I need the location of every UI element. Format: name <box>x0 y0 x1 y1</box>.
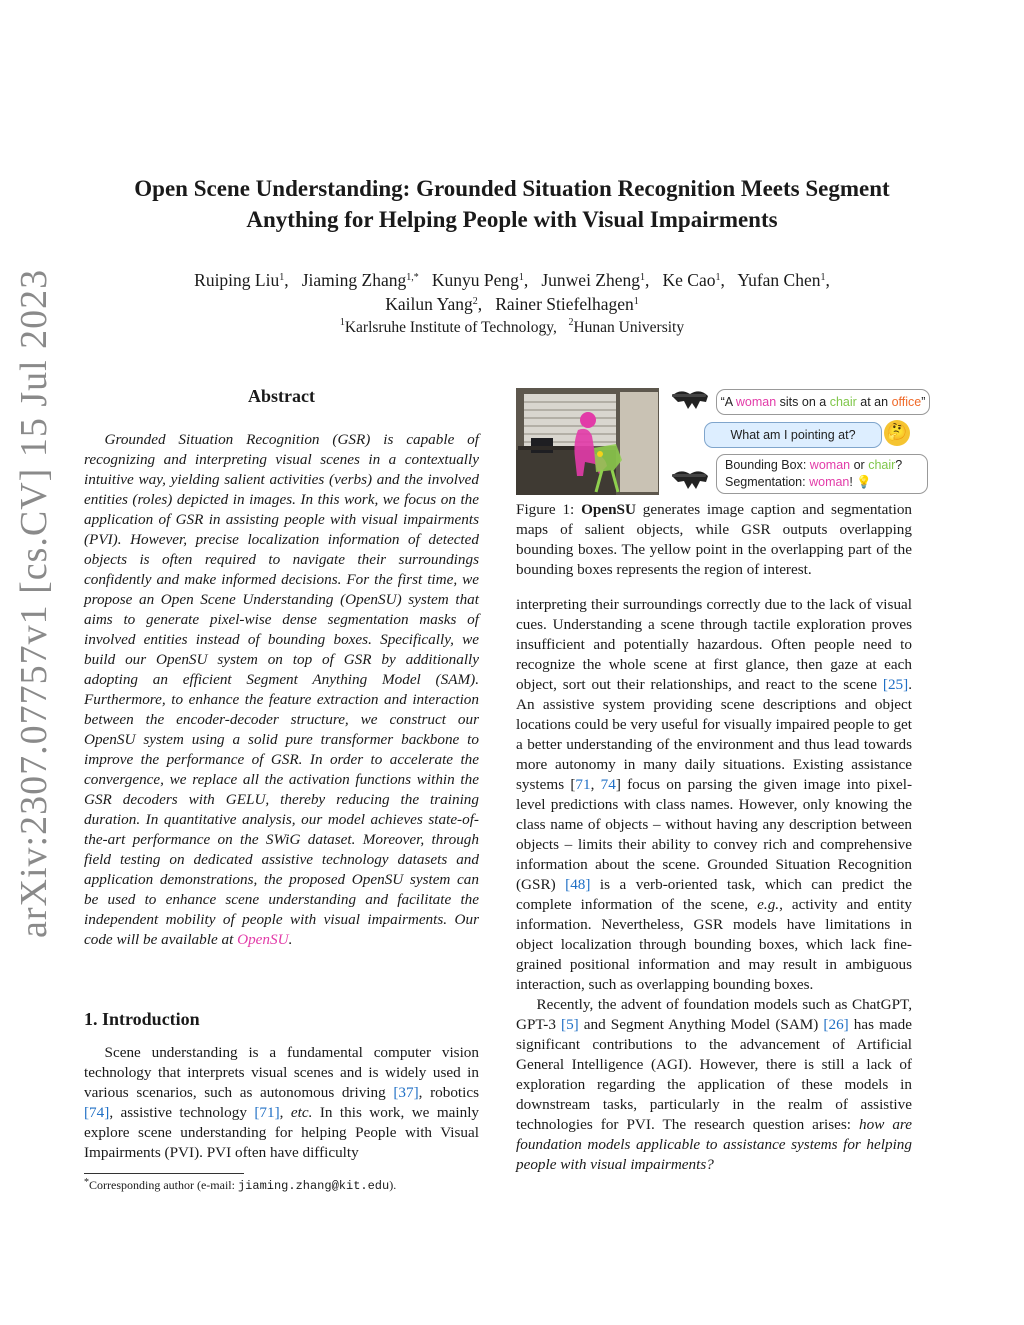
lightbulb-icon: 💡 <box>856 475 872 489</box>
citation-link[interactable]: [37] <box>393 1084 419 1101</box>
author: Jiaming Zhang <box>301 270 407 290</box>
office-scene-image <box>516 388 659 495</box>
question-speech-bubble: What am I pointing at? <box>704 422 882 448</box>
affiliations: $^1$Karlsruhe Institute of Technology, $^2$Hunan University <box>339 317 685 336</box>
footnote-rule <box>84 1173 244 1174</box>
author-list: Ruiping Liu$^1$, Jiaming Zhang$^{1,*}$ Kunyu Peng$^1$, Junwei Zheng$^1$, Ke Cao$^1$, Yufan Chen$^1$, Kailun Yang$^2$, Rainer Stiefelhagen$^1$ <box>194 270 830 314</box>
author: Kunyu Peng <box>431 270 519 290</box>
email-address: jiaming.zhang@kit.edu <box>237 1179 390 1193</box>
citation-link[interactable]: [25] <box>882 676 909 693</box>
smart-glasses-icon <box>670 386 710 412</box>
title-line-1: Open Scene Understanding: Grounded Situation Recognition Meets Segment <box>134 176 890 201</box>
intro-right-column: interpreting their surroundings correctly due to the lack of visual cues. Understanding a scene through tactile exploration proves insufficient and potentially hazardous. Often people need to recognize the whole scene at first glance, then gaze at each object, sort out their relationships, and react to the scene [25]. An assistive system providing scene descriptions and object locations could be very useful for visually impaired people to get a better understanding of the environment and thus lead towards more autonomy in many daily situations. Existing assistance systems [71, 74] focus on parsing the given image into pixel-level predictions with class names. However, only knowing the class name of objects – without having any description between objects – limits their ability to convey rich and comprehensive information about the scene. Grounded Situation Recognition (GSR) [48] is a verb-oriented task, which can predict the complete information of the scene, e.g., activity and entity information. Nevertheless, GSR models have limitations in object localization through bounding boxes, which lack fine-grained positional information and may result in ambiguous interaction, such as overlapping bounding boxes. Recently, the advent of foundation models such as ChatGPT, GPT-3 [5] and Segment Anything Model (SAM) [26] has made significant contributions to the advancement of Artificial General Intelligence (AGI). However, there is still a lack of exploration regarding the application of these models in downstream tasks, particularly in the realm of assistive technologies for PVI. The research question arises: how are foundation models applicable to assistance systems for helping people with visual impairments? <box>516 596 913 1173</box>
author: Ke Cao <box>662 270 716 290</box>
intro-paragraph: Scene understanding is a fundamental computer vision technology that interprets visual scenes and is widely used in various scenarios, such as autonomous driving [37], robotics [74], assistive technology [71], etc. In this work, we mainly explore scene understanding for helping People with Visual Impairments (PVI). PVI often have difficulty <box>84 1044 480 1161</box>
author: Ruiping Liu <box>194 270 280 290</box>
answer-speech-bubble: Bounding Box: woman or chair? Segmentation: woman! 💡 <box>716 454 928 494</box>
code-link[interactable]: OpenSU <box>237 931 289 948</box>
author: Junwei Zheng <box>541 270 641 290</box>
title-line-2: Anything for Helping People with Visual Impairments <box>246 207 778 232</box>
author: Rainer Stiefelhagen <box>495 294 634 314</box>
citation-link[interactable]: [74] <box>84 1104 110 1121</box>
section-heading-introduction: 1. Introduction <box>84 1009 200 1029</box>
smart-glasses-icon <box>670 466 710 492</box>
author: Yufan Chen <box>737 270 821 290</box>
thinking-face-icon: 🤔 <box>884 420 910 446</box>
author: Kailun Yang <box>385 294 473 314</box>
citation-link[interactable]: [71] <box>254 1104 280 1121</box>
figure-1-photo <box>516 388 659 495</box>
citation-link[interactable]: [26] <box>823 1016 849 1033</box>
citation-link[interactable]: [5] <box>561 1016 579 1033</box>
citation-link[interactable]: [48] <box>565 876 591 893</box>
abstract-body: Grounded Situation Recognition (GSR) is capable of recognizing and interpreting visual scenes in a contextually intuitive way, yielding salient activities (verbs) and the involved entities (roles) depicted in images. In this work, we focus on the application of GSR in assisting people with visual impairments (PVI). However, precise localization information of detected objects is often required to navigate their surroundings confidently and make informed decisions. For the first time, we propose an Open Scene Understanding (OpenSU) system that aims to generate pixel-wise dense segmentation masks of involved entities instead of bounding boxes. Specifically, we build our OpenSU system on top of GSR by additionally adopting an efficient Segment Anything Model (SAM). Furthermore, to enhance the feature extraction and interaction between the encoder-decoder structure, we construct our OpenSU system using a solid pure transformer backbone to improve the performance of GSR. In order to accelerate the convergence, we replace all the activation functions within the GSR decoders with GELU, thereby reducing the training duration. In quantitative analysis, our model achieves state-of-the-art performance on the SWiG dataset. Moreover, through field testing on dedicated assistive technology datasets and application demonstrations, the proposed OpenSU system can be used to enhance scene understanding and facilitate the independent mobility of people with visual impairments. Our code will be available at OpenSU. <box>84 431 479 948</box>
arxiv-stamp: arXiv:2307.07757v1 [cs.CV] 15 Jul 2023 <box>13 268 55 938</box>
figure-1-caption: Figure 1: OpenSU generates image caption and segmentation maps of salient objects, while GSR outputs overlapping bounding boxes. The yellow point in the overlapping part of the bounding boxes represents the region of interest. <box>516 501 913 578</box>
footnote: *Corresponding author (e-mail: jiaming.zhang@kit.edu). <box>84 1177 397 1193</box>
abstract-heading: Abstract <box>248 386 315 406</box>
citation-link[interactable]: 71 <box>575 776 591 793</box>
citation-link[interactable]: 74 <box>600 776 616 793</box>
paper-title <box>90 173 934 235</box>
caption-speech-bubble: “A woman sits on a chair at an office” <box>716 389 930 415</box>
